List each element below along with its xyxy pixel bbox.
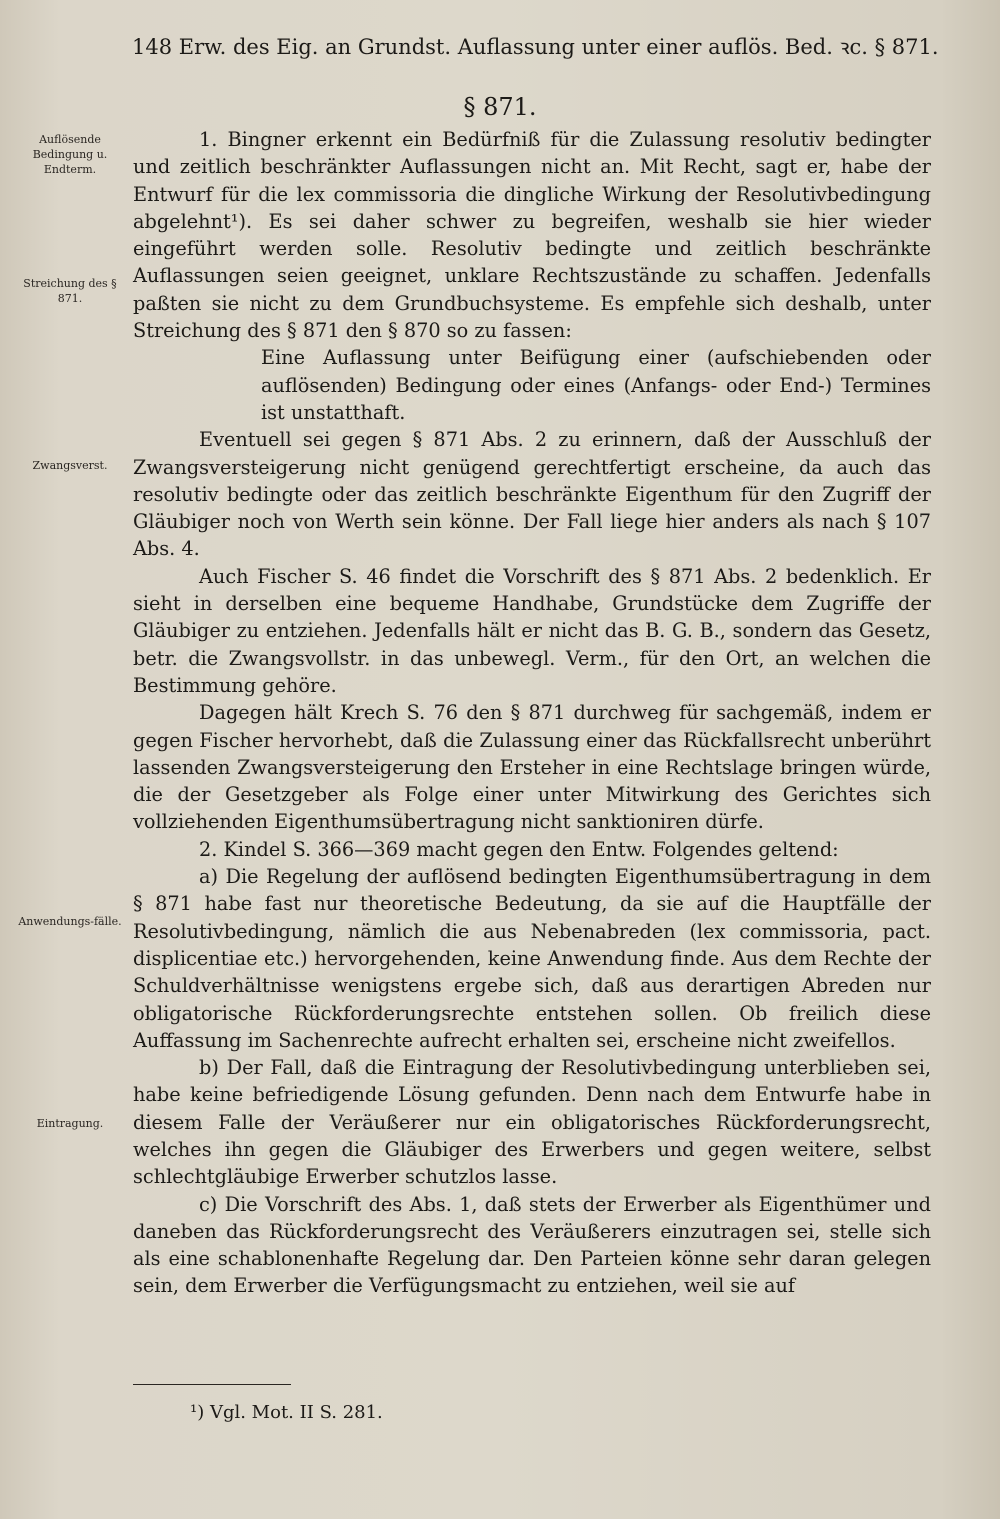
proposed-wording-quote: Eine Auflassung unter Beifügung einer (aufschiebenden oder auflösenden) Bedingung oder eines (Anfangs- oder End-) Termines ist unstatthaft. — [261, 346, 931, 424]
margin-note-anwendungsfaelle: Anwendungs-fälle. — [18, 915, 122, 928]
body-text — [133, 126, 931, 1300]
section-title: § 871. — [463, 93, 537, 121]
paragraph-eventuell: Eventuell sei gegen § 871 Abs. 2 zu erinnern, daß der Ausschluß der Zwangsversteigerung nicht genügend gerechtfertigt erscheine, da auch das resolutiv bedingte oder das zeitlich beschränkte Eigenthum für den Zugriff der Gläubiger noch von Werth sein könne. Der Fall liege hier anders als nach § 107 Abs. 4. — [133, 428, 931, 561]
paragraph-krech: Dagegen hält Krech S. 76 den § 871 durchweg für sachgemäß, indem er gegen Fischer hervorhebt, daß die Zulassung einer das Rückfallsrecht unberührt lassenden Zwangsversteigerung den Ersteher in eine Rechtslage bringen würde, die der Gesetzgeber als Folge einer unter Mitwirkung des Gerichtes sich vollziehenden Eigenthumsübertragung nicht sanktioniren dürfe. — [133, 701, 931, 834]
margin-note-streichung: Streichung des § 871. — [23, 277, 117, 305]
paragraph-kindel: 2. Kindel S. 366—369 macht gegen den Entw. Folgendes geltend: — [199, 837, 839, 861]
margin-note-eintragung: Eintragung. — [36, 1117, 104, 1130]
margin-note-aufloesende-bedingung: Auflösende Bedingung u. Endterm. — [32, 133, 108, 176]
footnote-divider — [133, 1384, 291, 1385]
footnote: ¹) Vgl. Mot. II S. 281. — [190, 1402, 383, 1423]
paragraph-fischer: Auch Fischer S. 46 findet die Vorschrift des § 871 Abs. 2 bedenklich. Er sieht in derselben eine bequeme Handhabe, Grundstücke dem Zugriffe der Gläubiger zu entziehen. Jedenfalls hält er nicht das B. G. B., sondern das Gesetz, betr. die Zwangsvollstr. in das unbewegl. Verm., für den Ort, an welchen die Bestimmung gehöre. — [133, 564, 931, 697]
paragraph-point-a: a) Die Regelung der auflösend bedingten Eigenthumsübertragung in dem § 871 habe fast nur theoretische Bedeutung, da sie auf die Hauptfälle der Resolutivbedingung, nämlich die aus Nebenabreden (lex commissoria, pact. displicentiae etc.) hervorgehenden, keine Anwendung finde. Aus dem Rechte der Schuldverhältnisse wenigstens ergebe sich, daß aus derartigen Abreden nur obligatorische Rückforderungsrechte entstehen sollen. Ob freilich diese Auffassung im Sachenrechte aufrecht erhalten sei, erscheine nicht zweifellos. — [133, 865, 931, 1052]
paragraph-point-b: b) Der Fall, daß die Eintragung der Resolutivbedingung unterblieben sei, habe keine befriedigende Lösung gefunden. Denn nach dem Entwurfe habe in diesem Falle der Veräußerer nur ein obligatorisches Rückforderungsrecht, welches ihn gegen die Gläubiger des Erwerbers und gegen weitere, selbst schlechtgläubige Erwerber schutzlos lasse. — [133, 1056, 931, 1189]
running-header: 148 Erw. des Eig. an Grundst. Auflassung unter einer auflös. Bed. ꝛc. § 871. — [132, 35, 939, 59]
paragraph-bingner: 1. Bingner erkennt ein Bedürfniß für die Zulassung resolutiv bedingter und zeitlich beschränkter Auflassungen nicht an. Mit Recht, sagt er, habe der Entwurf für die lex commissoria die dingliche Wirkung der Resolutivbedingung abgelehnt¹). Es sei daher schwer zu begreifen, weshalb sie hier wieder eingeführt werden solle. Resolutiv bedingte und zeitlich beschränkte Auflassungen seien geeignet, unklare Rechtszustände zu schaffen. Jedenfalls paßten sie nicht zu dem Grundbuchsysteme. Es empfehle sich deshalb, unter Streichung des § 871 den § 870 so zu fassen: — [133, 128, 931, 343]
paragraph-point-c: c) Die Vorschrift des Abs. 1, daß stets der Erwerber als Eigenthümer und daneben das Rückforderungsrecht des Veräußerers einzutragen sei, stelle sich als eine schablonenhafte Regelung dar. Den Parteien könne sehr daran gelegen sein, dem Erwerber die Verfügungsmacht zu entziehen, weil sie auf — [133, 1192, 931, 1298]
margin-note-zwangsverst: Zwangsverst. — [32, 459, 108, 472]
